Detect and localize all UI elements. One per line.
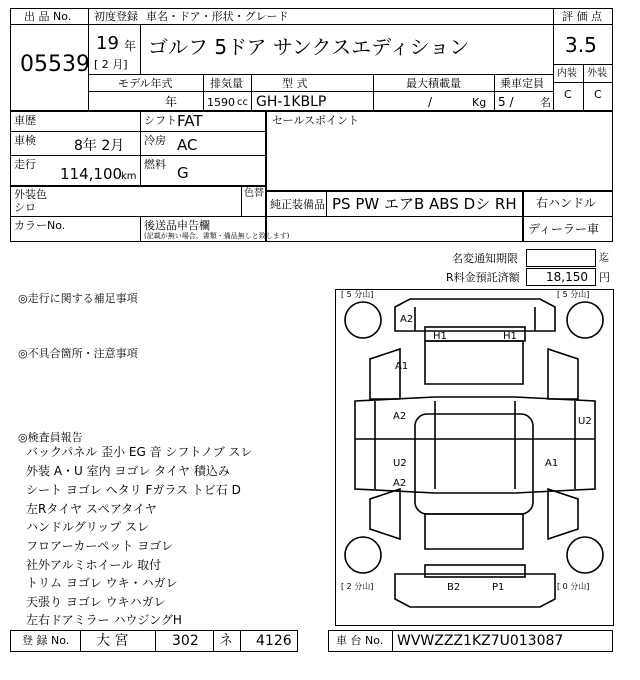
steering-side: 右ハンドル [536,196,597,210]
inspection-value: 8年 2月 [74,138,125,154]
capacity-label: 乗車定員 [500,77,544,90]
equipment-list: PS PW エアB ABS Dシ RH [332,195,517,213]
mileage-unit: km [121,171,137,182]
rear-right-tire [567,537,603,573]
model-year-unit: 年 [165,95,178,109]
recycle-unit: 円 [599,271,610,284]
defects-heading: ◎不具合箇所・注意事項 [18,347,138,360]
report-line: バックパネル 歪小 EG 音 シフトノブ スレ [26,445,253,459]
max-load-label: 最大積載量 [406,77,461,90]
report-line: シート ヨゴレ ヘタリ Fガラス トビ石 D [26,483,241,497]
report-line: 社外アルミホイール 取付 [26,558,162,572]
damage-mark: A1 [545,458,559,469]
displacement-value: 1590 [207,96,235,109]
model-year-label: モデル年式 [118,77,173,90]
model-code-label: 型 式 [282,77,308,90]
mileage-value: 114,100 [60,165,123,183]
car-name: ゴルフ 5ドア サンクスエディション [148,35,470,59]
mileage-label: 走行 [14,158,36,171]
interior-label: 内装 [557,68,577,79]
damage-mark: A2 [393,478,407,489]
fuel-label: 燃料 [144,158,166,171]
recycle-label: R料金預託済額 [446,271,520,284]
fuel-value: G [177,164,189,182]
capacity-value: 5 / [498,95,514,109]
damage-mark: H1 [433,331,447,342]
vehicle-diagram [335,289,614,626]
exterior-grade: C [594,88,602,101]
damage-mark: A2 [400,314,414,325]
report-line: 左右ドアミラー ハウジングH [26,613,182,627]
interior-grade: C [564,88,572,101]
history-table [10,111,266,186]
max-load-unit: Kg [472,96,487,109]
front-left-tire [345,302,381,338]
sales-points-label: セールスポイント [272,114,360,127]
vin-value: WVWZZZ1KZ7U013087 [397,633,564,649]
oem-equipment-label: 純正装備品 [270,198,325,211]
ac-label: 冷房 [144,134,166,147]
history-label: 車歴 [14,114,36,127]
tire-rear-right: [ 0 分山] [557,582,590,591]
registration-label: 登 録 No. [22,634,70,647]
dealer-car: ディーラー車 [528,222,600,236]
report-line: 天張り ヨゴレ ウキハガレ [26,595,166,609]
name-change-value-box [526,249,596,267]
registration-area: 大 宮 [96,633,129,649]
report-line: 左Rタイヤ スペアタイヤ [26,502,157,516]
max-load-value: / [428,95,433,109]
ac-value: AC [177,136,198,154]
exterior-color-value: シロ [14,201,36,214]
tire-rear-left: [ 2 分山] [341,582,374,591]
name-change-label: 名変通知期限 [452,252,518,265]
rating-value: 3.5 [565,33,597,57]
lot-label: 出 品 No. [24,10,72,23]
aftermarket-label: 後送品申告欄 [144,219,210,232]
tire-front-right: [ 5 分山] [557,290,590,299]
color-no-label: カラーNo. [14,219,66,232]
aftermarket-note: (記載が無い場合、書類・備品無しと致します) [144,232,290,240]
model-code: GH-1KBLP [256,94,327,110]
report-line: 外装 A・U 室内 ヨゴレ タイヤ 積込み [26,464,230,478]
lot-number: 05539 [20,52,90,77]
year-unit: 年 [124,39,137,53]
damage-mark: A1 [395,361,409,372]
capacity-unit: 名 [540,96,551,109]
rating-label: 評 価 点 [562,10,602,23]
first-registration-month: [ 2 月] [94,58,128,71]
shift-label: シフト [144,114,177,127]
front-right-tire [567,302,603,338]
vin-label: 車 台 No. [336,634,384,647]
damage-mark: U2 [393,458,407,469]
registration-number: 4126 [256,633,292,649]
report-line: トリム ヨゴレ ウキ・ハガレ [26,576,178,590]
registration-class: 302 [172,633,199,649]
driving-remarks-heading: ◎走行に関する補足事項 [18,292,138,305]
shift-value: FAT [177,112,203,130]
color-change-label: 色替 [244,188,264,199]
damage-mark: A2 [393,411,407,422]
damage-mark: P1 [492,582,505,593]
damage-mark: B2 [447,582,461,593]
displacement-label: 排気量 [210,77,243,90]
registration-kana: ネ [219,633,233,649]
recycle-value: 18,150 [546,270,588,284]
car-name-label: 車名・ドア・形状・グレード [146,10,289,23]
exterior-color-label: 外装色 [14,188,47,201]
displacement-unit: cc [237,97,248,108]
report-line: ハンドルグリップ スレ [26,520,150,534]
first-registration-year: 19 [96,33,119,54]
damage-mark: H1 [503,331,517,342]
rear-left-tire [345,537,381,573]
damage-mark: U2 [578,416,592,427]
exterior-label: 外装 [587,68,607,79]
inspection-label: 車検 [14,134,36,147]
report-line: フロアーカーペット ヨゴレ [26,539,174,553]
name-change-suffix: 迄 [599,253,609,264]
inspector-heading: ◎検査員報告 [18,431,83,444]
tire-front-left: [ 5 分山] [341,290,374,299]
first-registration-label: 初度登録 [94,10,138,23]
